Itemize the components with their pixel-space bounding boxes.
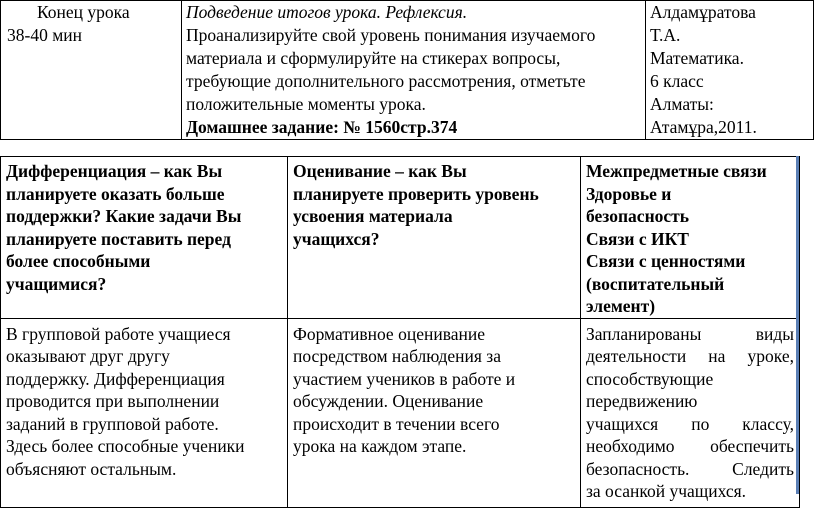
resource-line: Математика. xyxy=(650,48,744,68)
header-line: планируете оказать больше xyxy=(6,183,225,204)
resource-cell xyxy=(646,1,814,140)
cell-line: поддержку. Дифференциация xyxy=(6,368,225,389)
header-line: поддержки? Какие задачи Вы xyxy=(6,206,242,226)
resource-line: 6 класс xyxy=(650,71,704,91)
summary-title: Подведение итогов урока. Рефлексия. xyxy=(186,2,468,22)
cell-line: заданий в групповой работе. xyxy=(6,413,219,434)
header-line: Оценивание – как Вы xyxy=(293,161,467,181)
cell-line: учащихся по классу, xyxy=(586,413,794,434)
time-label: Конец урока xyxy=(37,2,130,22)
time-range: 38-40 мин xyxy=(7,25,83,45)
summary-line: положительные моменты урока. xyxy=(186,94,426,114)
homework-text: Домашнее задание: № 1560стр.374 xyxy=(186,117,458,137)
summary-line: материала и сформулируйте на стикерах вопросы, xyxy=(186,48,561,68)
assessment-header xyxy=(288,157,581,319)
cell-line: урока на каждом этапе. xyxy=(293,436,467,456)
header-line: планируете поставить перед xyxy=(6,228,231,249)
summary-cell xyxy=(182,1,646,140)
cell-line: посредством наблюдения за xyxy=(293,346,501,366)
header-line: Дифференциация – как Вы xyxy=(6,161,223,181)
header-line: учащихся? xyxy=(293,228,380,249)
header-line: Здоровье и xyxy=(586,183,672,204)
cell-line: за осанкой учащихся. xyxy=(586,481,747,501)
header-line: более способными xyxy=(6,251,151,271)
cell-line: передвижению xyxy=(586,391,698,411)
planning-body-row xyxy=(1,318,800,507)
header-line: Связи с ценностями xyxy=(586,251,746,271)
cell-line: оказывают друг другу xyxy=(6,346,170,366)
cell-line: объясняют остальным. xyxy=(6,458,177,479)
cell-line: проводится при выполнении xyxy=(6,391,220,411)
assessment-cell xyxy=(288,318,581,507)
header-line: Межпредметные связи xyxy=(586,161,767,181)
cell-line: безопасность. Следить xyxy=(586,458,794,479)
header-line: учащимися? xyxy=(6,273,107,294)
cell-line: деятельности на уроке, xyxy=(586,346,794,366)
summary-line: Проанализируйте свой уровень понимания изучаемого xyxy=(186,25,596,45)
cell-line: Запланированы виды xyxy=(586,323,794,344)
planning-header-row xyxy=(1,157,800,319)
resource-line: Т.А. xyxy=(650,25,681,45)
cell-line: Формативное оценивание xyxy=(293,323,485,344)
header-line: Связи с ИКТ xyxy=(586,228,689,249)
resource-line: Атамұра,2011. xyxy=(650,117,757,137)
differentiation-header xyxy=(1,157,288,319)
planning-table xyxy=(0,156,800,508)
table-edge-shadow xyxy=(796,156,799,494)
cell-line: обсуждении. Оценивание xyxy=(293,391,484,411)
header-line: (воспитательный xyxy=(586,273,725,294)
cell-line: В групповой работе учащиеся xyxy=(6,323,231,344)
cell-line: необходимо обеспечить xyxy=(586,436,794,456)
cell-line: происходит в течении всего xyxy=(293,413,500,434)
summary-line: требующие дополнительного рассмотрения, отметьте xyxy=(186,71,586,91)
lesson-end-table xyxy=(0,0,814,140)
header-line: планируете проверить уровень xyxy=(293,183,539,204)
header-line: элемент) xyxy=(586,296,656,316)
header-line: безопасность xyxy=(586,206,690,226)
resource-line: Алдамұратова xyxy=(650,2,756,22)
time-cell xyxy=(1,1,182,140)
cell-line: участием учеников в работе и xyxy=(293,368,516,389)
cell-line: Здесь более способные ученики xyxy=(6,436,245,456)
resource-line: Алматы: xyxy=(650,94,714,114)
header-line: усвоения материала xyxy=(293,206,453,226)
cross-curricular-header xyxy=(581,157,800,319)
cell-line: способствующие xyxy=(586,368,714,389)
differentiation-cell xyxy=(1,318,288,507)
lesson-end-row xyxy=(1,1,814,140)
cross-curricular-cell xyxy=(581,318,800,507)
